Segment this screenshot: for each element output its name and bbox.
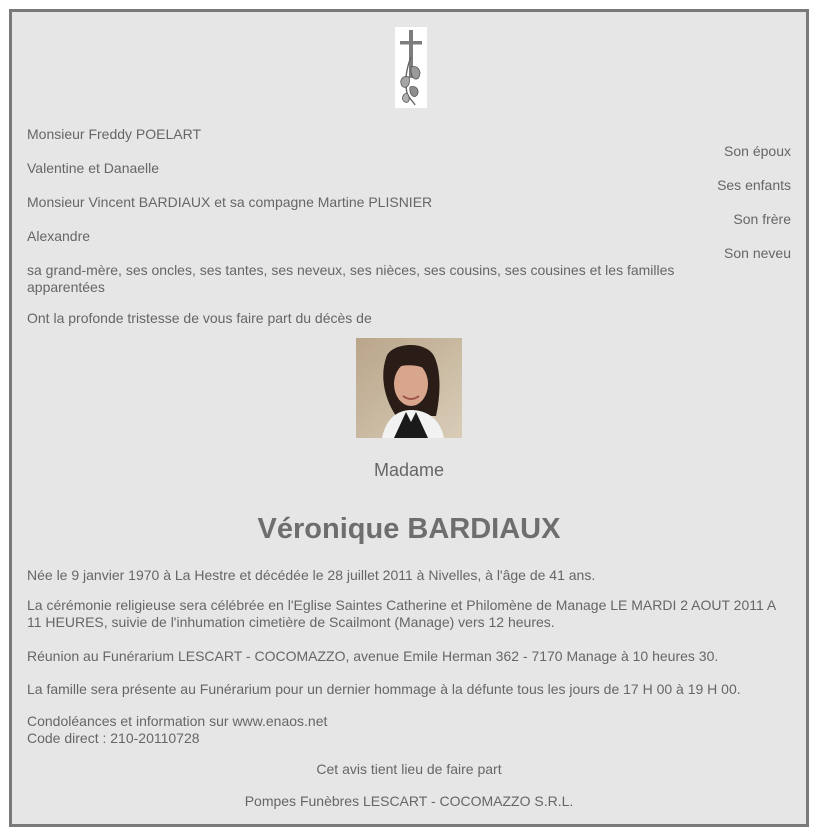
relative-role: Son frère xyxy=(733,211,791,227)
honorific: Madame xyxy=(373,460,445,480)
relative-role: Son époux xyxy=(724,143,791,159)
notice-text: Cet avis tient lieu de faire part xyxy=(316,761,502,777)
relative-role: Son neveu xyxy=(724,245,791,261)
cross-lily-image xyxy=(395,27,427,108)
deceased-photo xyxy=(356,338,462,438)
relative-entry xyxy=(27,160,791,194)
relative-entry xyxy=(27,228,791,262)
announcement-text: Ont la profonde tristesse de vous faire part du décès de xyxy=(27,310,372,326)
relative-name: Monsieur Vincent BARDIAUX et sa compagne Martine PLISNIER xyxy=(27,194,433,210)
family-presence-text: La famille sera présente au Funérarium pour un dernier hommage à la défunte tous les jours de 17 H 00 à 19 H 00. xyxy=(27,681,741,697)
extended-family-text: sa grand-mère, ses oncles, ses tantes, ses neveux, ses nièces, ses cousins, ses cousines et les familles apparentées xyxy=(27,262,675,295)
relative-entry xyxy=(27,194,791,228)
obituary-card xyxy=(9,9,809,827)
condolences-block xyxy=(27,713,791,747)
reunion-text: Réunion au Funérarium LESCART - COCOMAZZO, avenue Emile Herman 362 - 7170 Manage à 10 heures 30. xyxy=(27,648,719,664)
relative-entry xyxy=(27,126,791,160)
birth-death-text: Née le 9 janvier 1970 à La Hestre et décédée le 28 juillet 2011 à Nivelles, à l'âge de 41 ans. xyxy=(27,567,596,583)
deceased-name: Véronique BARDIAUX xyxy=(257,513,561,545)
cross-icon xyxy=(395,27,427,108)
condolences-line: Condoléances et information sur www.enaos.net xyxy=(27,713,328,729)
relative-name: Monsieur Freddy POELART xyxy=(27,126,202,142)
relative-name: Valentine et Danaelle xyxy=(27,160,160,176)
relative-name: Alexandre xyxy=(27,228,91,244)
ceremony-text: La cérémonie religieuse sera célébrée en l'Eglise Saintes Catherine et Philomène de Manage LE MARDI 2 AOUT 2011 A 11 HEURES, suivie de l'inhumation cimetière de Scailmont (Manage) vers 12 heures. xyxy=(27,597,776,630)
funeral-home-text: Pompes Funèbres LESCART - COCOMAZZO S.R.L. xyxy=(244,793,574,809)
portrait-image xyxy=(356,338,462,438)
relative-role: Ses enfants xyxy=(717,177,791,193)
code-line: Code direct : 210-20110728 xyxy=(27,730,200,746)
